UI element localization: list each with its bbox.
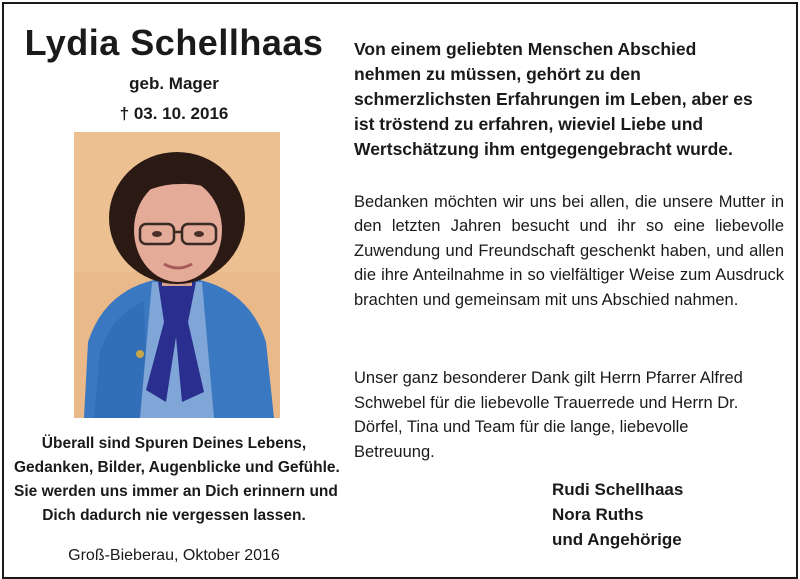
place-and-date: Groß-Bieberau, Oktober 2016: [68, 547, 280, 564]
intro-line: nehmen zu müssen, gehört zu den: [354, 64, 641, 84]
signature-line: und Angehörige: [552, 530, 682, 549]
special-thanks-line: Unser ganz besonderer Dank gilt Herrn Pfarrer Alfred: [354, 369, 743, 387]
intro-line: ist tröstend zu erfahren, wieviel Liebe und: [354, 114, 704, 134]
intro-line: Von einem geliebten Menschen Abschied: [354, 39, 697, 59]
intro-line: Wertschätzung ihm entgegengebracht wurde.: [354, 139, 733, 159]
notice-frame: [2, 2, 798, 579]
memorial-quote: [14, 432, 340, 528]
special-thanks-line: Dörfel, Tina und Team für die lange, liebevolle: [354, 418, 689, 437]
quote-line: Sie werden uns immer an Dich erinnern und: [14, 483, 338, 500]
intro-line: schmerzlichsten Erfahrungen im Leben, aber es: [354, 89, 753, 109]
deceased-name: Lydia Schellhaas: [24, 22, 324, 63]
special-thanks-line: Betreuung.: [354, 442, 435, 461]
signatures: [552, 477, 782, 552]
quote-line: Dich dadurch nie vergessen lassen.: [42, 507, 306, 524]
signature-line: Rudi Schellhaas: [552, 480, 684, 499]
birth-name: geb. Mager: [129, 74, 219, 93]
intro-text: [354, 37, 784, 162]
special-thanks-line: Schwebel für die liebevolle Trauerrede und Herrn Dr.: [354, 393, 739, 412]
death-date: † 03. 10. 2016: [119, 104, 229, 123]
thanks-paragraph: Bedanken möchten wir uns bei allen, die unsere Mutter in den letzten Jahren besucht und ihr so eine liebevolle Zuwendung und Freundschaft geschenkt haben, und allen die ihre Anteilnahme in so vielfältiger Weise zum Ausdruck brachten und gemeinsam mit uns Abschied nahmen.: [354, 193, 784, 309]
quote-line: Gedanken, Bilder, Augenblicke und Gefühle.: [14, 459, 340, 476]
quote-line: Überall sind Spuren Deines Lebens,: [41, 435, 307, 452]
signature-line: Nora Ruths: [552, 505, 644, 524]
special-thanks-paragraph: [354, 366, 784, 464]
portrait-photo: [74, 132, 280, 418]
